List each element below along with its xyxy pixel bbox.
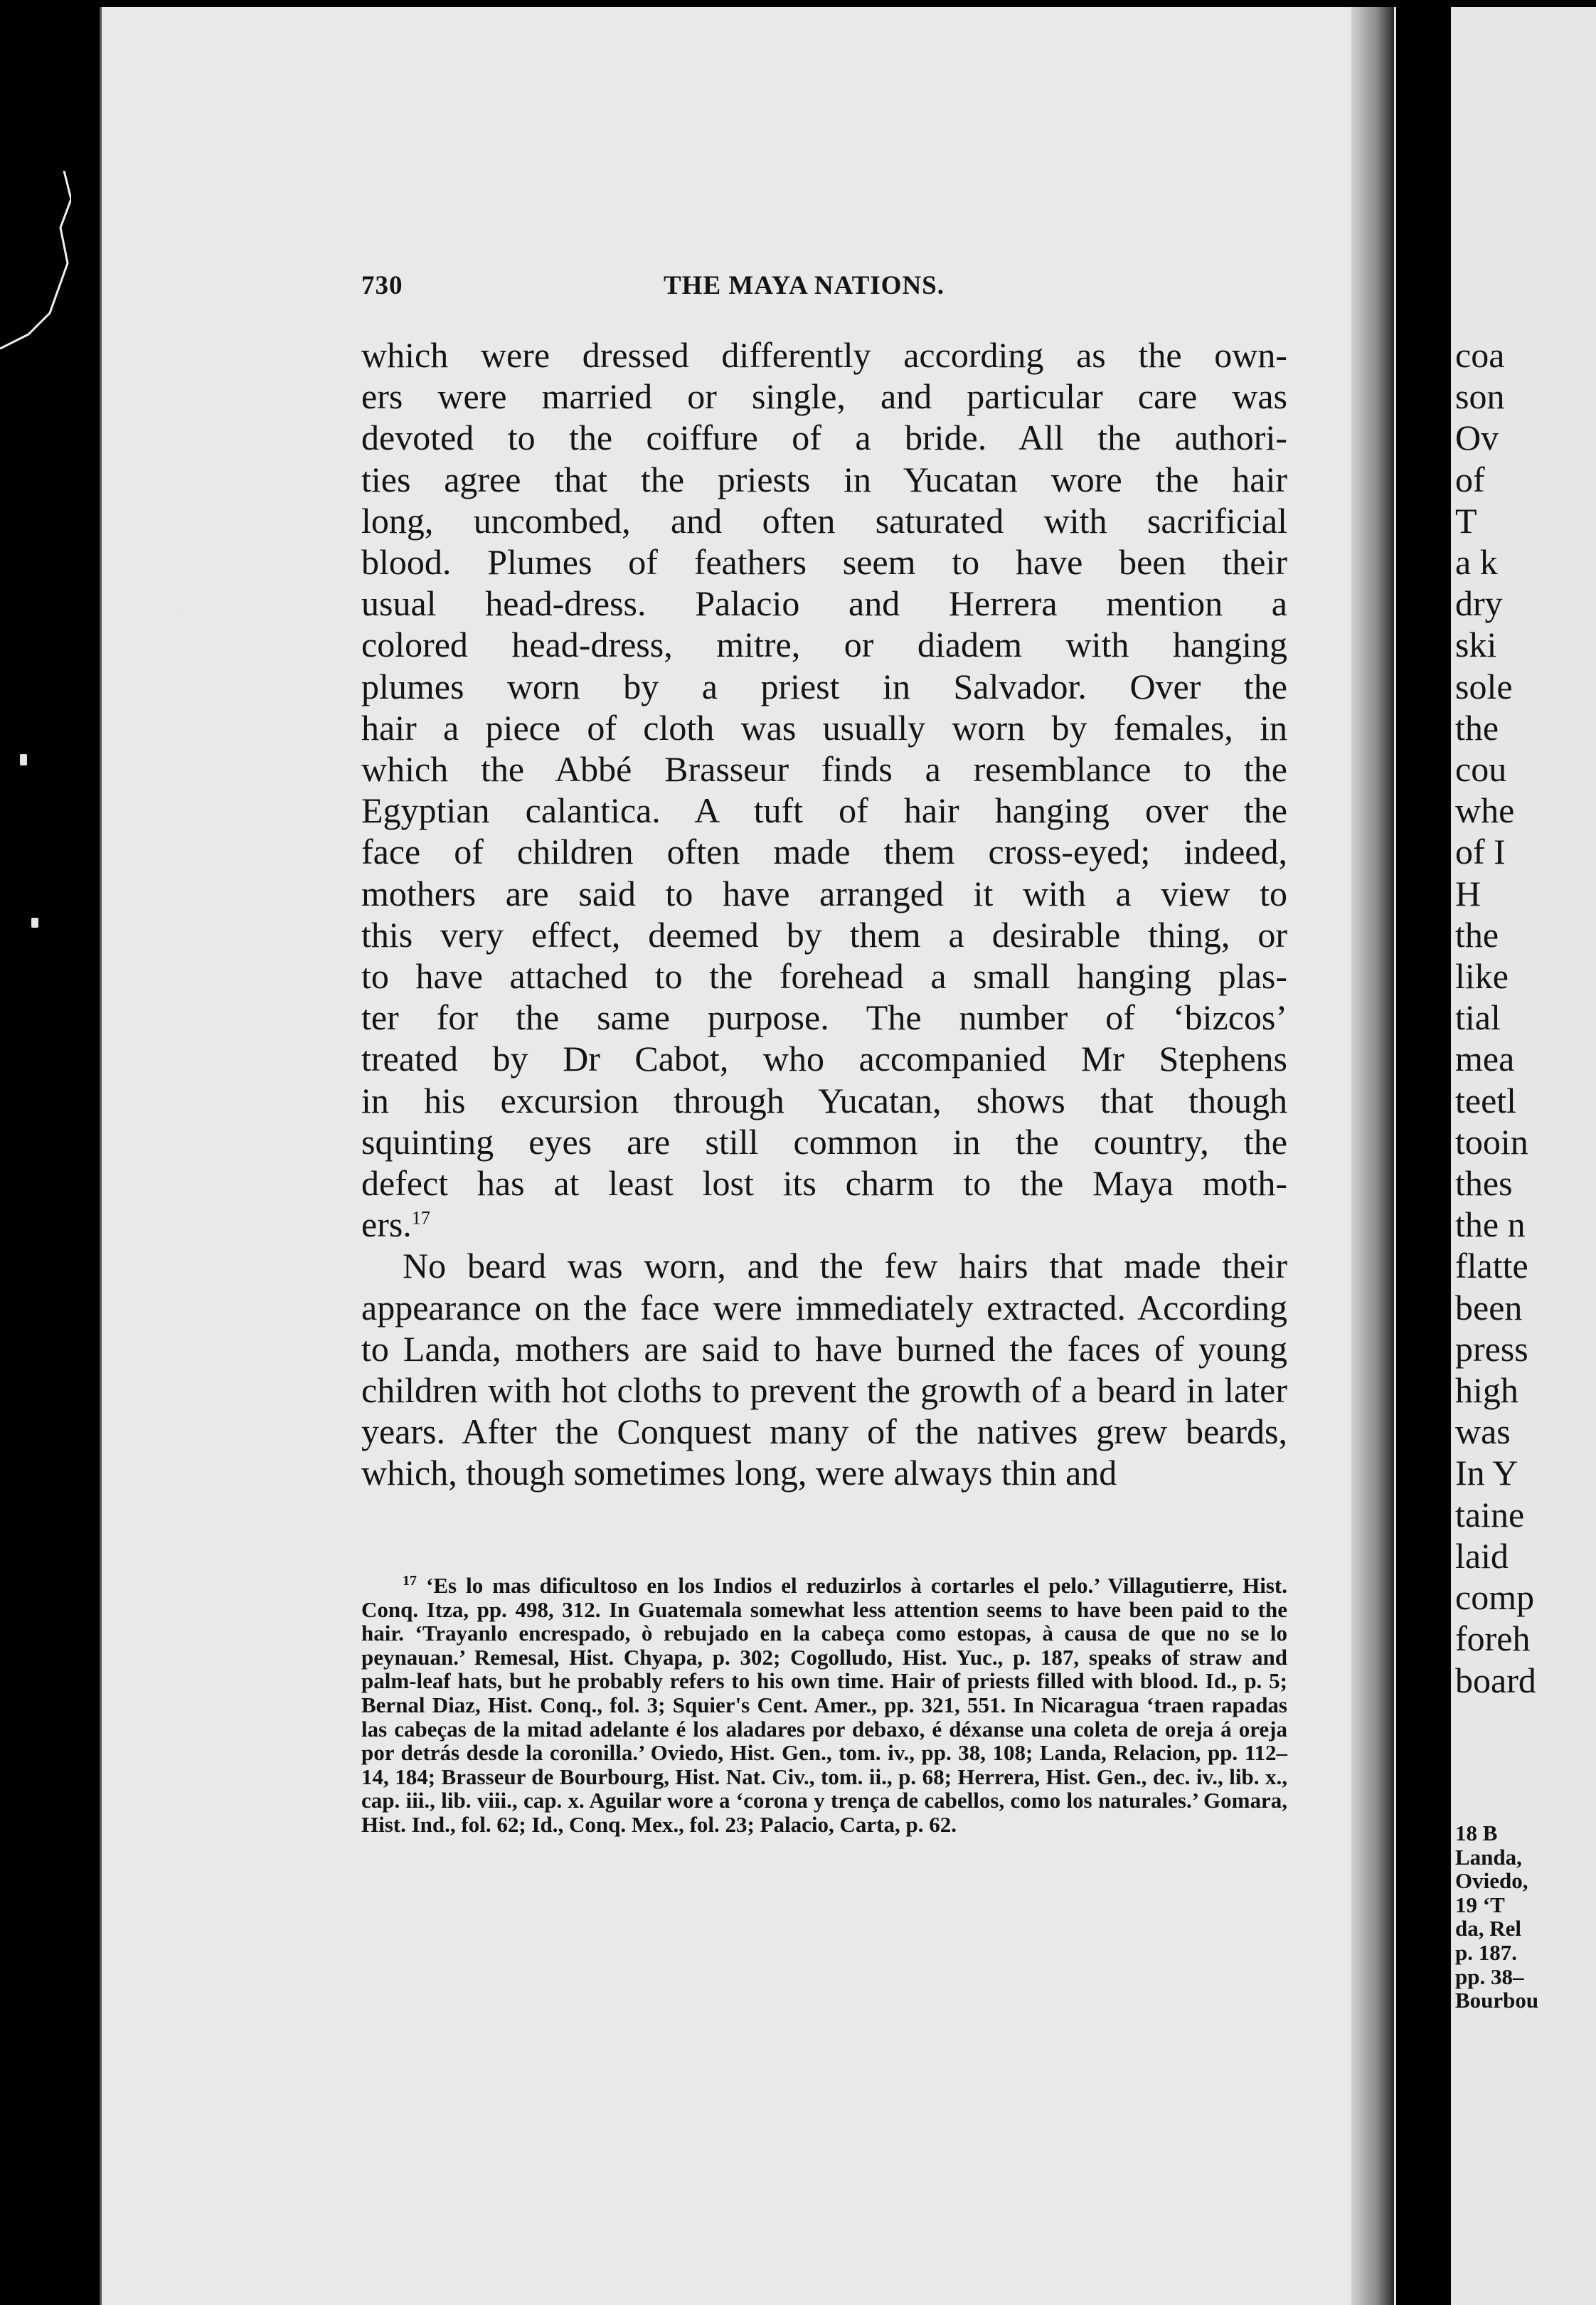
facing-page-line: coa	[1455, 335, 1505, 375]
body-text	[361, 334, 1287, 1494]
running-head	[361, 270, 1286, 306]
footnote-number: 17	[403, 1572, 417, 1589]
facing-page-line: press	[1455, 1328, 1528, 1369]
facing-page-line: cou	[1455, 749, 1507, 790]
facing-page-note-line: da, Rel	[1455, 1916, 1521, 1941]
running-title: THE MAYA NATIONS.	[664, 271, 945, 300]
facing-page-text	[1455, 334, 1596, 1701]
facing-page-line: Ov	[1455, 418, 1499, 458]
body-line: plumes worn by a priest in Salvador. Over the	[361, 666, 1287, 706]
footnote-17	[361, 1574, 1287, 1837]
paragraph-2: No beard was worn, and the few hairs that made their appearance on the face were immediately extracted. According to Landa, mothers are said to have burned the faces of young children with hot cloths to prevent the growth of a beard in later years. After the Conquest many of the natives grew beards, which, though sometimes long, were always thin and	[361, 1246, 1287, 1493]
body-line: this very effect, deemed by them a desirable thing, or	[361, 914, 1287, 955]
facing-page-line: laid	[1455, 1535, 1509, 1576]
body-line: ties agree that the priests in Yucatan wore the hair	[361, 459, 1287, 499]
body-line: devoted to the coiffure of a bride. All the authori-	[361, 418, 1287, 458]
body-line-last: ers.	[361, 1204, 412, 1245]
facing-page-line: T	[1455, 500, 1477, 541]
body-line: mothers are said to have arranged it with a view to	[361, 873, 1287, 913]
facing-page-line: foreh	[1455, 1618, 1531, 1659]
facing-page-note-line: 19 ‘T	[1455, 1892, 1505, 1917]
facing-page-line: flatte	[1455, 1246, 1528, 1286]
facing-page-note-line: Oviedo,	[1455, 1868, 1528, 1894]
body-line: ter for the same purpose. The number of ‘bizcos’	[361, 997, 1287, 1038]
facing-page-line: In Y	[1455, 1453, 1518, 1493]
facing-page-line: sole	[1455, 666, 1513, 706]
facing-page-line: of I	[1455, 832, 1506, 872]
scan-edge-artifact	[0, 171, 71, 370]
body-line: face of children often made them cross-eyed; indeed,	[361, 832, 1287, 872]
body-line: in his excursion through Yucatan, shows that though	[361, 1080, 1287, 1120]
body-line: hair a piece of cloth was usually worn by females, in	[361, 707, 1287, 748]
facing-page-line: whe	[1455, 790, 1515, 831]
facing-page-line: dry	[1455, 583, 1503, 624]
body-line: Egyptian calantica. A tuft of hair hanging over the	[361, 790, 1287, 831]
facing-page-line: the	[1455, 914, 1499, 955]
facing-page-line: high	[1455, 1370, 1518, 1411]
body-line: squinting eyes are still common in the country, the	[361, 1121, 1287, 1162]
stray-speck	[178, 612, 181, 618]
facing-page-line: like	[1455, 956, 1509, 997]
footnote-reference: 17	[411, 1207, 430, 1229]
body-line: which were dressed differently according as the own-	[361, 335, 1287, 375]
body-line: colored head-dress, mitre, or diadem with hanging	[361, 625, 1287, 665]
facing-page-note-line: 18 B	[1455, 1821, 1498, 1845]
gutter-shadow	[1351, 7, 1394, 2305]
body-line: usual head-dress. Palacio and Herrera mention a	[361, 583, 1287, 624]
facing-page-line: tial	[1455, 997, 1501, 1038]
facing-page-line: the	[1455, 707, 1499, 748]
stray-speck	[20, 754, 27, 765]
facing-page-line: son	[1455, 376, 1505, 417]
facing-page-note-line: Landa,	[1455, 1844, 1522, 1870]
facing-page-line: a k	[1455, 542, 1498, 583]
body-line: defect has at least lost its charm to the Maya moth-	[361, 1163, 1287, 1204]
facing-page-line: teetl	[1455, 1080, 1517, 1120]
facing-page-line: thes	[1455, 1163, 1513, 1204]
facing-page-note-line: Bourbou	[1455, 1988, 1539, 2013]
facing-page-line: ski	[1455, 625, 1497, 665]
facing-page-line: comp	[1455, 1577, 1535, 1618]
stray-speck	[31, 918, 38, 928]
facing-page-line: board	[1455, 1660, 1536, 1700]
body-line: long, uncombed, and often saturated with sacrificial	[361, 500, 1287, 541]
paragraph-1	[361, 334, 1287, 1245]
body-line: to have attached to the forehead a small hanging plas-	[361, 956, 1287, 997]
facing-page-notes	[1455, 1821, 1596, 2013]
facing-page-line: tooin	[1455, 1121, 1528, 1162]
facing-page-note-line: pp. 38–	[1455, 1964, 1524, 1989]
body-line: blood. Plumes of feathers seem to have been their	[361, 542, 1287, 583]
body-line: ers were married or single, and particular care was	[361, 376, 1287, 417]
facing-page-line: of	[1455, 459, 1485, 499]
body-line: which the Abbé Brasseur finds a resemblance to the	[361, 749, 1287, 790]
facing-page-line: H	[1455, 873, 1481, 913]
facing-page-line: the n	[1455, 1204, 1526, 1245]
footnote-text: ‘Es lo mas dificultoso en los Indios el reduzirlos à cortarles el pelo.’ Villagutierre, Hist. Conq. Itza, pp. 498, 312. In Guatemala somewhat less attention seems to have been paid to the hair. ‘Trayanlo encrespado, ò rebujado en la cabeça como estopas, à causa de que no se lo peynauan.’ Remesal, Hist. Chyapa, p. 302; Cogolludo, Hist. Yuc., p. 187, speaks of straw and palm-leaf hats, but he probably refers to his own time. Hair of priests filled with blood. Id., p. 5; Bernal Diaz, Hist. Conq., fol. 3; Squier's Cent. Amer., pp. 321, 551. In Nicaragua ‘traen rapadas las cabeças de la mitad adelante é los aladares por debaxo, é déxanse una coleta de oreja á oreja por detrás desde la coronilla.’ Oviedo, Hist. Gen., tom. iv., pp. 38, 108; Landa, Relacion, pp. 112–14, 184; Brasseur de Bourbourg, Hist. Nat. Civ., tom. ii., p. 68; Herrera, Hist. Gen., dec. iv., lib. x., cap. iii., lib. viii., cap. x. Aguilar wore a ‘corona y trença de cabellos, como los naturales.’ Gomara, Hist. Ind., fol. 62; Id., Conq. Mex., fol. 23; Palacio, Carta, p. 62.	[361, 1573, 1288, 1837]
facing-page-line: was	[1455, 1411, 1511, 1452]
page-number: 730	[361, 271, 403, 300]
facing-page-line: taine	[1455, 1494, 1525, 1535]
facing-page-note-line: p. 187.	[1455, 1939, 1517, 1965]
facing-page-line: been	[1455, 1287, 1523, 1328]
facing-page-line: mea	[1455, 1039, 1515, 1079]
body-line: treated by Dr Cabot, who accompanied Mr Stephens	[361, 1039, 1287, 1079]
